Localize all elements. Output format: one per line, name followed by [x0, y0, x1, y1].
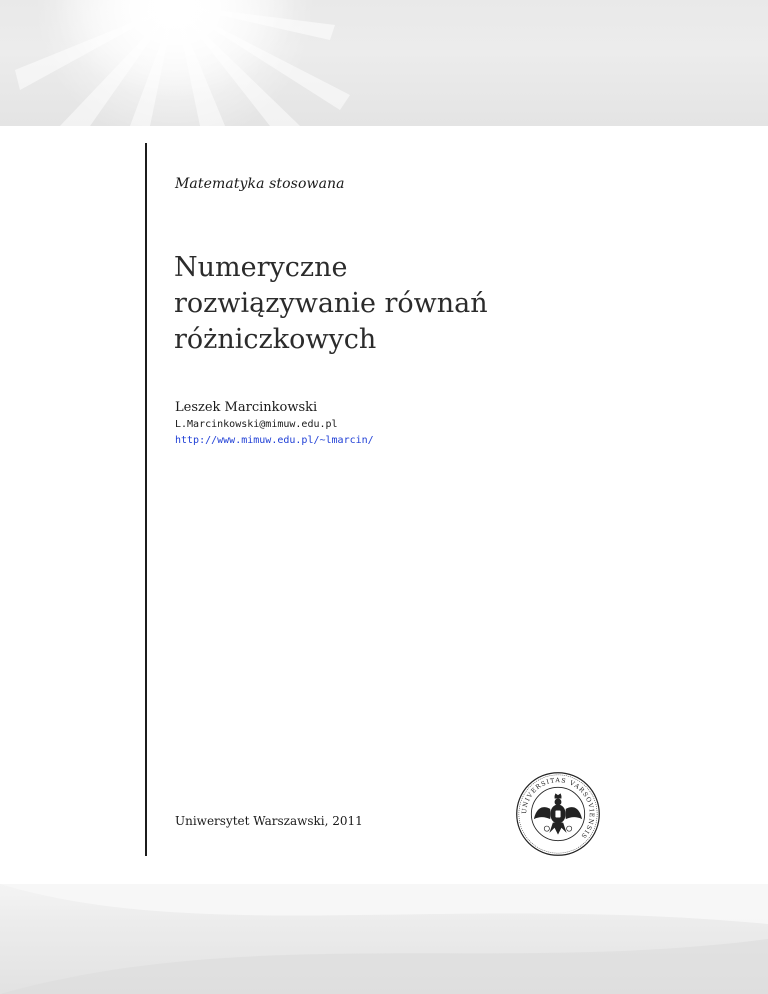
book-title: [174, 250, 594, 358]
university-seal-icon: [515, 771, 601, 857]
light-rays-graphic: [0, 0, 768, 126]
book-title-line-3: różniczkowych: [174, 324, 377, 355]
book-title-line-1: Numeryczne: [174, 252, 348, 283]
bottom-decorative-band: [0, 884, 768, 994]
vertical-rule: [145, 143, 147, 856]
book-title-line-2: rozwiązywanie równań: [174, 288, 488, 319]
wave-graphic: [0, 884, 768, 994]
seal-ring-text: UNIVERSITAS VARSOVIENSIS: [521, 777, 595, 840]
author-email: L.Marcinkowski@mimuw.edu.pl: [175, 419, 338, 430]
top-decorative-band: [0, 0, 768, 126]
publisher-line: Uniwersytet Warszawski, 2011: [175, 814, 363, 828]
author-homepage-link[interactable]: http://www.mimuw.edu.pl/~lmarcin/: [175, 435, 374, 446]
author-name: Leszek Marcinkowski: [175, 400, 318, 415]
series-title: Matematyka stosowana: [175, 176, 345, 192]
